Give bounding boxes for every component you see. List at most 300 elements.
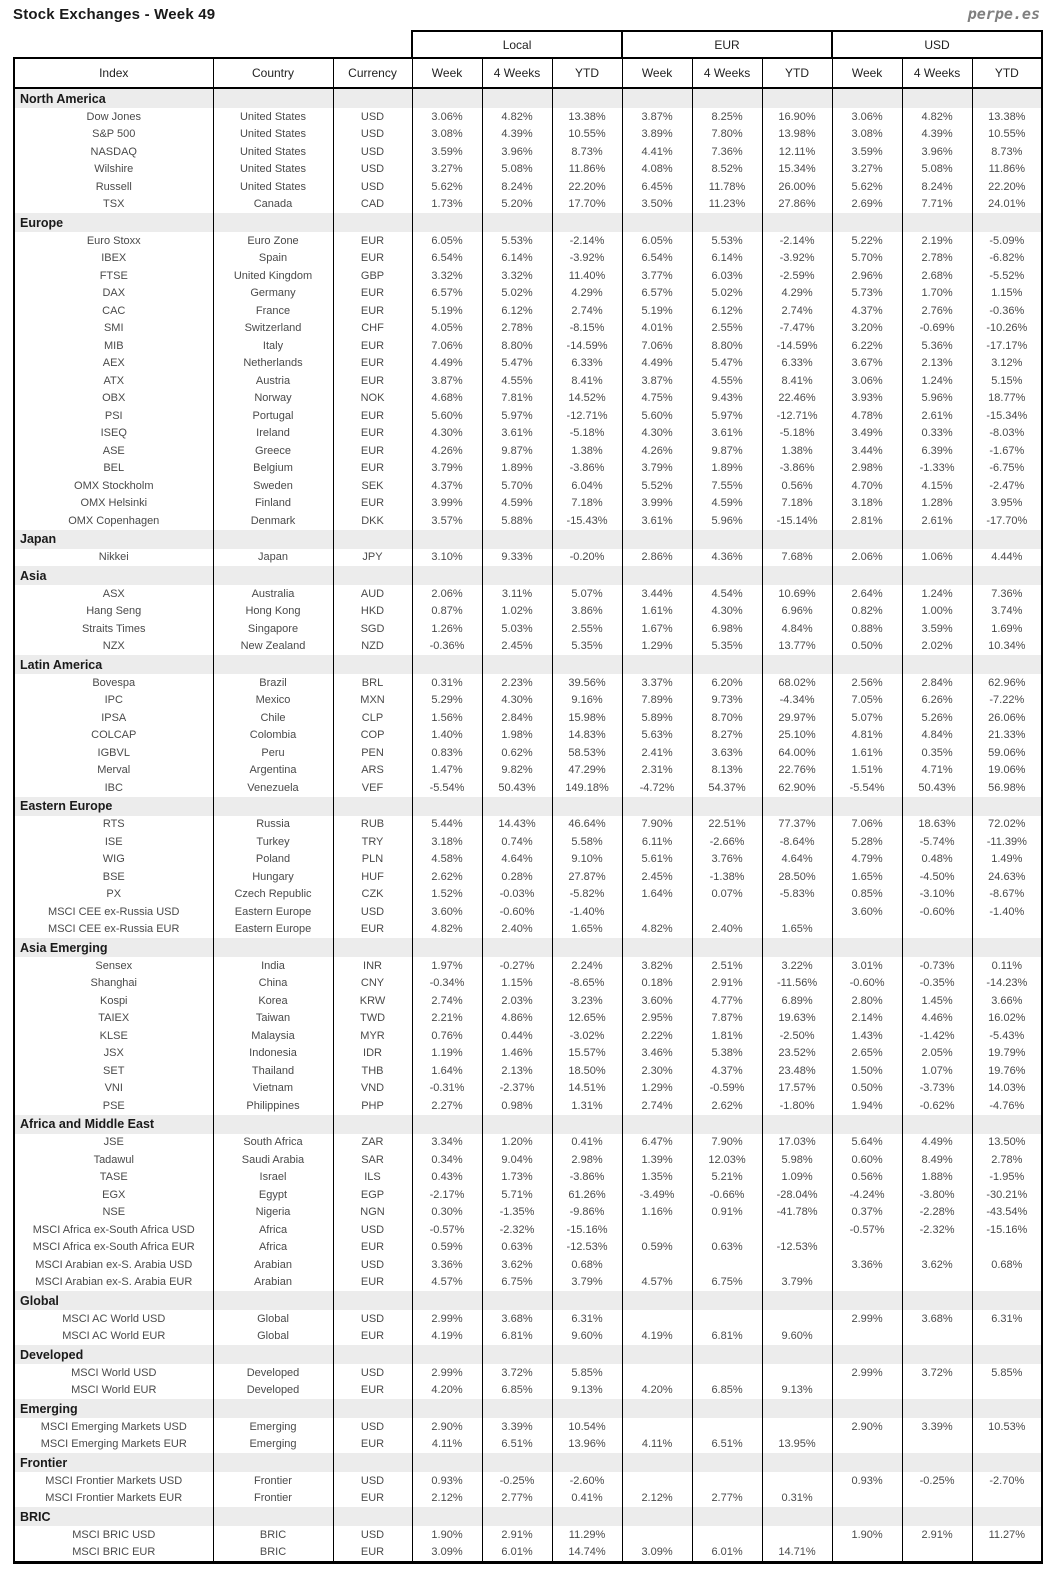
- value-cell: 7.89%: [622, 692, 692, 710]
- value-cell: 15.98%: [552, 709, 622, 727]
- section-cell: [213, 213, 333, 232]
- value-cell: [902, 921, 972, 939]
- value-cell: 0.59%: [412, 1239, 482, 1257]
- value-cell: 1.90%: [412, 1526, 482, 1544]
- value-cell: 4.77%: [692, 992, 762, 1010]
- index-cell: ISEQ: [14, 425, 213, 443]
- value-cell: 5.61%: [622, 851, 692, 869]
- value-cell: 2.61%: [902, 512, 972, 530]
- value-cell: 5.15%: [972, 372, 1042, 390]
- column-header: Week: [412, 58, 482, 88]
- value-cell: 4.59%: [482, 495, 552, 513]
- value-cell: [692, 1256, 762, 1274]
- value-cell: 50.43%: [902, 779, 972, 797]
- currency-cell: USD: [333, 903, 412, 921]
- value-cell: 3.77%: [622, 267, 692, 285]
- country-cell: Global: [213, 1310, 333, 1328]
- value-cell: 0.68%: [552, 1256, 622, 1274]
- value-cell: 1.97%: [412, 957, 482, 975]
- table-row: [14, 975, 1042, 993]
- value-cell: -0.60%: [902, 903, 972, 921]
- value-cell: 4.37%: [692, 1062, 762, 1080]
- value-cell: -4.50%: [902, 868, 972, 886]
- section-cell: [622, 566, 692, 585]
- value-cell: 6.11%: [622, 833, 692, 851]
- value-cell: 2.69%: [832, 196, 902, 214]
- currency-cell: MXN: [333, 692, 412, 710]
- value-cell: 8.73%: [972, 143, 1042, 161]
- value-cell: 0.74%: [482, 833, 552, 851]
- index-cell: TAIEX: [14, 1010, 213, 1028]
- section-cell: [412, 530, 482, 549]
- value-cell: 2.03%: [482, 992, 552, 1010]
- currency-cell: EUR: [333, 250, 412, 268]
- section-cell: [333, 88, 412, 108]
- value-cell: 4.55%: [692, 372, 762, 390]
- value-cell: 7.68%: [762, 549, 832, 567]
- value-cell: 3.01%: [832, 957, 902, 975]
- section-cell: [692, 797, 762, 816]
- value-cell: 2.96%: [832, 267, 902, 285]
- value-cell: 9.87%: [482, 442, 552, 460]
- value-cell: -7.47%: [762, 320, 832, 338]
- country-cell: Indonesia: [213, 1045, 333, 1063]
- value-cell: 28.50%: [762, 868, 832, 886]
- value-cell: 3.06%: [832, 372, 902, 390]
- table-row: [14, 638, 1042, 656]
- index-cell: COLCAP: [14, 727, 213, 745]
- table-row: [14, 1382, 1042, 1400]
- currency-cell: MYR: [333, 1027, 412, 1045]
- value-cell: 3.36%: [832, 1256, 902, 1274]
- value-cell: [622, 1256, 692, 1274]
- value-cell: 1.15%: [972, 285, 1042, 303]
- country-cell: Ireland: [213, 425, 333, 443]
- column-header: Index: [14, 58, 213, 88]
- value-cell: 10.55%: [972, 126, 1042, 144]
- index-cell: DAX: [14, 285, 213, 303]
- value-cell: 3.39%: [902, 1418, 972, 1436]
- value-cell: -1.38%: [692, 868, 762, 886]
- index-cell: IPSA: [14, 709, 213, 727]
- section-cell: [412, 1345, 482, 1364]
- section-cell: [762, 1507, 832, 1526]
- value-cell: [762, 1310, 832, 1328]
- value-cell: 4.26%: [622, 442, 692, 460]
- table-row: [14, 709, 1042, 727]
- currency-cell: USD: [333, 108, 412, 126]
- currency-cell: ILS: [333, 1169, 412, 1187]
- section-cell: [692, 1115, 762, 1134]
- value-cell: 1.35%: [622, 1169, 692, 1187]
- country-cell: Austria: [213, 372, 333, 390]
- value-cell: 4.70%: [832, 477, 902, 495]
- section-cell: [972, 655, 1042, 674]
- section-cell: [972, 1399, 1042, 1418]
- value-cell: 4.84%: [762, 620, 832, 638]
- value-cell: 3.95%: [972, 495, 1042, 513]
- value-cell: -2.60%: [552, 1472, 622, 1490]
- country-cell: Peru: [213, 744, 333, 762]
- table-row: [14, 1221, 1042, 1239]
- section-cell: [692, 938, 762, 957]
- value-cell: 0.41%: [552, 1134, 622, 1152]
- value-cell: 3.08%: [832, 126, 902, 144]
- value-cell: 2.24%: [552, 957, 622, 975]
- index-cell: IPC: [14, 692, 213, 710]
- value-cell: 1.02%: [482, 603, 552, 621]
- section-row: [14, 1291, 1042, 1310]
- currency-cell: VND: [333, 1080, 412, 1098]
- value-cell: 8.73%: [552, 143, 622, 161]
- value-cell: 5.26%: [902, 709, 972, 727]
- country-cell: Denmark: [213, 512, 333, 530]
- table-row: [14, 495, 1042, 513]
- value-cell: 1.29%: [622, 638, 692, 656]
- index-cell: ASE: [14, 442, 213, 460]
- section-cell: [692, 1291, 762, 1310]
- value-cell: 24.63%: [972, 868, 1042, 886]
- value-cell: 5.47%: [482, 355, 552, 373]
- stock-exchanges-table: [13, 30, 1043, 1564]
- value-cell: -0.60%: [832, 975, 902, 993]
- value-cell: 2.45%: [482, 638, 552, 656]
- section-cell: [412, 1115, 482, 1134]
- value-cell: 17.70%: [552, 196, 622, 214]
- section-cell: [412, 655, 482, 674]
- value-cell: 0.62%: [482, 744, 552, 762]
- section-row: [14, 1345, 1042, 1364]
- index-cell: MSCI Africa ex-South Africa USD: [14, 1221, 213, 1239]
- value-cell: 56.98%: [972, 779, 1042, 797]
- table-row: [14, 1239, 1042, 1257]
- value-cell: 12.03%: [692, 1151, 762, 1169]
- value-cell: 1.65%: [762, 921, 832, 939]
- section-row: [14, 1507, 1042, 1526]
- value-cell: 5.70%: [832, 250, 902, 268]
- value-cell: 8.80%: [692, 337, 762, 355]
- section-cell: [333, 1291, 412, 1310]
- value-cell: 1.40%: [412, 727, 482, 745]
- value-cell: 3.50%: [622, 196, 692, 214]
- currency-cell: EUR: [333, 442, 412, 460]
- table-row: [14, 620, 1042, 638]
- country-cell: Malaysia: [213, 1027, 333, 1045]
- section-cell: [972, 1291, 1042, 1310]
- value-cell: 22.46%: [762, 390, 832, 408]
- section-cell: [412, 938, 482, 957]
- value-cell: 4.84%: [902, 727, 972, 745]
- value-cell: 8.52%: [692, 161, 762, 179]
- value-cell: 1.69%: [972, 620, 1042, 638]
- value-cell: 6.39%: [902, 442, 972, 460]
- value-cell: [762, 903, 832, 921]
- table-row: [14, 108, 1042, 126]
- section-cell: [333, 938, 412, 957]
- value-cell: -6.82%: [972, 250, 1042, 268]
- value-cell: 4.57%: [622, 1274, 692, 1292]
- value-cell: 10.54%: [552, 1418, 622, 1436]
- section-cell: [832, 1345, 902, 1364]
- value-cell: 6.05%: [622, 232, 692, 250]
- value-cell: 16.90%: [762, 108, 832, 126]
- value-cell: 0.82%: [832, 603, 902, 621]
- section-cell: [692, 1453, 762, 1472]
- index-cell: OMX Helsinki: [14, 495, 213, 513]
- country-cell: Czech Republic: [213, 886, 333, 904]
- value-cell: 6.81%: [692, 1328, 762, 1346]
- value-cell: 0.93%: [412, 1472, 482, 1490]
- column-header: YTD: [972, 58, 1042, 88]
- value-cell: 7.18%: [762, 495, 832, 513]
- section-cell: [552, 938, 622, 957]
- section-title: Europe: [14, 213, 213, 232]
- value-cell: 13.95%: [762, 1436, 832, 1454]
- value-cell: 5.53%: [692, 232, 762, 250]
- table-row: [14, 1169, 1042, 1187]
- section-title: Global: [14, 1291, 213, 1310]
- index-cell: MSCI Arabian ex-S. Arabia EUR: [14, 1274, 213, 1292]
- section-title: Developed: [14, 1345, 213, 1364]
- value-cell: 15.57%: [552, 1045, 622, 1063]
- table-row: [14, 816, 1042, 834]
- value-cell: 1.09%: [762, 1169, 832, 1187]
- value-cell: 3.87%: [622, 108, 692, 126]
- value-cell: -14.59%: [762, 337, 832, 355]
- value-cell: 2.77%: [692, 1490, 762, 1508]
- value-cell: 5.35%: [692, 638, 762, 656]
- value-cell: -8.15%: [552, 320, 622, 338]
- value-cell: 5.47%: [692, 355, 762, 373]
- table-row: [14, 178, 1042, 196]
- currency-cell: EUR: [333, 355, 412, 373]
- value-cell: 1.94%: [832, 1097, 902, 1115]
- table-row: [14, 851, 1042, 869]
- section-cell: [213, 530, 333, 549]
- currency-cell: NZD: [333, 638, 412, 656]
- value-cell: 2.98%: [552, 1151, 622, 1169]
- section-cell: [692, 1399, 762, 1418]
- value-cell: -15.34%: [972, 407, 1042, 425]
- value-cell: 5.02%: [482, 285, 552, 303]
- value-cell: 10.34%: [972, 638, 1042, 656]
- country-cell: Finland: [213, 495, 333, 513]
- value-cell: 2.05%: [902, 1045, 972, 1063]
- value-cell: -5.52%: [972, 267, 1042, 285]
- country-cell: United States: [213, 108, 333, 126]
- value-cell: -1.80%: [762, 1097, 832, 1115]
- value-cell: -0.36%: [972, 302, 1042, 320]
- value-cell: -1.40%: [552, 903, 622, 921]
- value-cell: 0.11%: [972, 957, 1042, 975]
- country-cell: Israel: [213, 1169, 333, 1187]
- country-cell: Global: [213, 1328, 333, 1346]
- section-cell: [622, 1345, 692, 1364]
- value-cell: 0.33%: [902, 425, 972, 443]
- currency-cell: EUR: [333, 407, 412, 425]
- value-cell: 2.14%: [832, 1010, 902, 1028]
- section-title: Japan: [14, 530, 213, 549]
- value-cell: 6.51%: [482, 1436, 552, 1454]
- value-cell: 2.51%: [692, 957, 762, 975]
- section-row: [14, 213, 1042, 232]
- table-row: [14, 161, 1042, 179]
- section-cell: [213, 1345, 333, 1364]
- country-cell: Hong Kong: [213, 603, 333, 621]
- index-cell: MSCI Emerging Markets EUR: [14, 1436, 213, 1454]
- value-cell: 5.62%: [832, 178, 902, 196]
- value-cell: 1.00%: [902, 603, 972, 621]
- index-cell: Euro Stoxx: [14, 232, 213, 250]
- value-cell: -11.39%: [972, 833, 1042, 851]
- value-cell: -2.37%: [482, 1080, 552, 1098]
- section-cell: [972, 1115, 1042, 1134]
- section-row: [14, 530, 1042, 549]
- currency-cell: THB: [333, 1062, 412, 1080]
- currency-cell: EUR: [333, 1274, 412, 1292]
- index-cell: JSE: [14, 1134, 213, 1152]
- section-cell: [482, 88, 552, 108]
- value-cell: [832, 921, 902, 939]
- section-cell: [972, 797, 1042, 816]
- value-cell: 7.90%: [692, 1134, 762, 1152]
- table-row: [14, 442, 1042, 460]
- section-cell: [832, 655, 902, 674]
- value-cell: -8.65%: [552, 975, 622, 993]
- value-cell: [622, 1221, 692, 1239]
- value-cell: 4.19%: [412, 1328, 482, 1346]
- value-cell: 13.98%: [762, 126, 832, 144]
- value-cell: 4.05%: [412, 320, 482, 338]
- value-cell: -4.72%: [622, 779, 692, 797]
- value-cell: 5.22%: [832, 232, 902, 250]
- section-cell: [832, 797, 902, 816]
- country-cell: France: [213, 302, 333, 320]
- value-cell: 2.91%: [482, 1526, 552, 1544]
- currency-cell: DKK: [333, 512, 412, 530]
- value-cell: 2.13%: [902, 355, 972, 373]
- value-cell: 3.20%: [832, 320, 902, 338]
- currency-cell: EUR: [333, 372, 412, 390]
- value-cell: 1.73%: [412, 196, 482, 214]
- value-cell: -0.69%: [902, 320, 972, 338]
- section-cell: [692, 530, 762, 549]
- index-cell: MSCI BRIC USD: [14, 1526, 213, 1544]
- value-cell: 6.12%: [482, 302, 552, 320]
- value-cell: 1.26%: [412, 620, 482, 638]
- value-cell: 7.18%: [552, 495, 622, 513]
- value-cell: 10.69%: [762, 585, 832, 603]
- country-cell: Germany: [213, 285, 333, 303]
- value-cell: 4.55%: [482, 372, 552, 390]
- value-cell: 1.49%: [972, 851, 1042, 869]
- value-cell: [762, 1221, 832, 1239]
- index-cell: NZX: [14, 638, 213, 656]
- section-cell: [333, 1507, 412, 1526]
- value-cell: 4.15%: [902, 477, 972, 495]
- section-cell: [972, 213, 1042, 232]
- currency-cell: NOK: [333, 390, 412, 408]
- value-cell: 2.91%: [902, 1526, 972, 1544]
- value-cell: 5.64%: [832, 1134, 902, 1152]
- table-row: [14, 460, 1042, 478]
- section-cell: [762, 566, 832, 585]
- currency-cell: KRW: [333, 992, 412, 1010]
- table-row: [14, 1204, 1042, 1222]
- currency-cell: USD: [333, 1526, 412, 1544]
- value-cell: 4.08%: [622, 161, 692, 179]
- value-cell: 2.19%: [902, 232, 972, 250]
- value-cell: [762, 1256, 832, 1274]
- value-cell: 2.99%: [832, 1310, 902, 1328]
- section-row: [14, 655, 1042, 674]
- country-cell: New Zealand: [213, 638, 333, 656]
- value-cell: -12.71%: [762, 407, 832, 425]
- value-cell: 9.16%: [552, 692, 622, 710]
- currency-cell: AUD: [333, 585, 412, 603]
- section-cell: [902, 797, 972, 816]
- value-cell: [832, 1382, 902, 1400]
- value-cell: 15.34%: [762, 161, 832, 179]
- value-cell: 4.20%: [412, 1382, 482, 1400]
- value-cell: 9.10%: [552, 851, 622, 869]
- value-cell: 0.76%: [412, 1027, 482, 1045]
- value-cell: 23.48%: [762, 1062, 832, 1080]
- value-cell: [622, 1364, 692, 1382]
- value-cell: 3.08%: [412, 126, 482, 144]
- currency-cell: RUB: [333, 816, 412, 834]
- value-cell: 13.96%: [552, 1436, 622, 1454]
- currency-cell: USD: [333, 161, 412, 179]
- value-cell: -3.02%: [552, 1027, 622, 1045]
- value-cell: 2.62%: [692, 1097, 762, 1115]
- value-cell: 4.79%: [832, 851, 902, 869]
- value-cell: 3.76%: [692, 851, 762, 869]
- country-cell: Thailand: [213, 1062, 333, 1080]
- table-head: [14, 31, 1042, 88]
- value-cell: -15.43%: [552, 512, 622, 530]
- value-cell: 16.02%: [972, 1010, 1042, 1028]
- currency-cell: CAD: [333, 196, 412, 214]
- value-cell: 1.67%: [622, 620, 692, 638]
- value-cell: 2.78%: [902, 250, 972, 268]
- section-cell: [692, 655, 762, 674]
- currency-cell: EUR: [333, 1544, 412, 1563]
- value-cell: 3.61%: [692, 425, 762, 443]
- section-cell: [552, 1345, 622, 1364]
- section-title: North America: [14, 88, 213, 108]
- currency-cell: SAR: [333, 1151, 412, 1169]
- value-cell: 2.84%: [482, 709, 552, 727]
- country-cell: South Africa: [213, 1134, 333, 1152]
- section-cell: [482, 1507, 552, 1526]
- value-cell: 4.82%: [482, 108, 552, 126]
- country-cell: Eastern Europe: [213, 903, 333, 921]
- value-cell: -0.73%: [902, 957, 972, 975]
- value-cell: 3.32%: [412, 267, 482, 285]
- section-cell: [692, 88, 762, 108]
- section-cell: [213, 88, 333, 108]
- section-cell: [552, 655, 622, 674]
- section-cell: [213, 1399, 333, 1418]
- value-cell: 4.78%: [832, 407, 902, 425]
- value-cell: [762, 1418, 832, 1436]
- value-cell: -3.80%: [902, 1186, 972, 1204]
- column-header: Week: [622, 58, 692, 88]
- value-cell: 1.39%: [622, 1151, 692, 1169]
- value-cell: 0.60%: [832, 1151, 902, 1169]
- value-cell: 1.24%: [902, 372, 972, 390]
